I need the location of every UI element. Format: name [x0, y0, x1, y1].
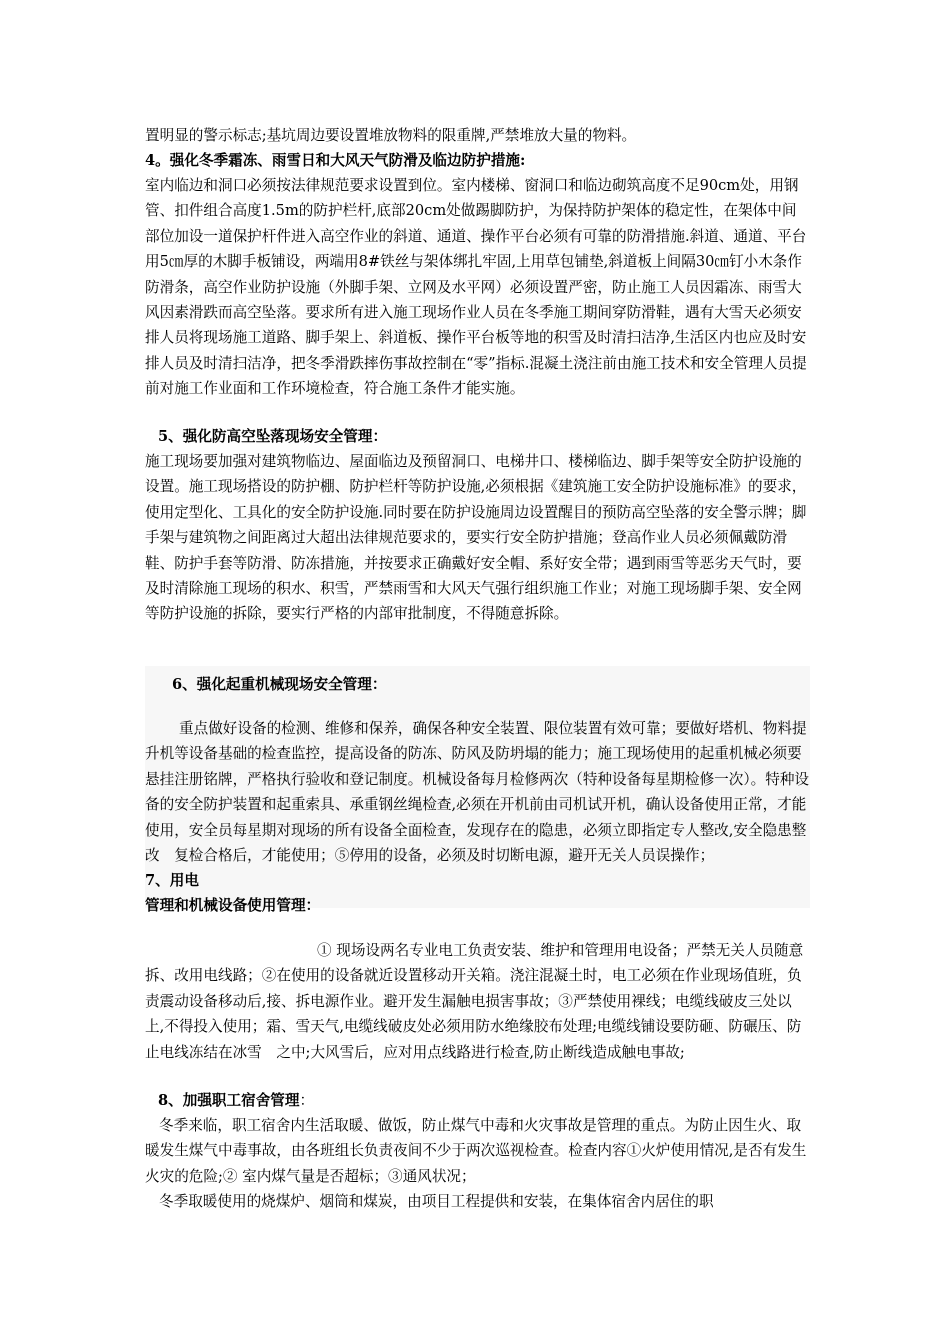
section-7-heading-start: 7、用电: [145, 872, 199, 890]
heading-text: 4。强化冬季霜冻、雨雪日和大风天气防滑及临边防护措施:: [145, 152, 526, 169]
paragraph-text-span: 重点做好设备的检测、维修和保养，确保各种安全装置、限位装置有效可靠；要做好塔机、物料提升机等设备基础的检查监控，提高设备的防冻、防风及防坍塌的能力；施工现场使用的起重机械必须要悬挂注册铭牌，严格执行验收和登记制度。机械设备每月检修两次（特种设备每星期检修一次）。特种设备的安全防护装置和起重索具、承重钢丝绳检查,必须在开机前由司机试开机，确认设备使用正常，才能使用，安全员每星期对现场的所有设备全面检查，发现存在的隐患，必须立即指定专人整改,安全隐患整改 复检合格后，才能使用；⑤停用的设备，必须及时切断电源，避开无关人员误操作；: [145, 720, 810, 865]
paragraph-text: 置明显的警示标志;基坑周边要设置堆放物料的限重牌,严禁堆放大量的物料。: [145, 127, 637, 144]
heating-paragraph: [145, 1189, 810, 1214]
paragraph-text: 冬季来临，职工宿舍内生活取暖、做饭，防止煤气中毒和火灾事故是管理的重点。为防止因生火、取暖发生煤气中毒事故，由各班组长负责夜间不少于两次巡视检查。检查内容①火炉使用情况,是否有发生火灾的危险;② 室内煤气量是否超标；③通风状况；: [145, 1117, 807, 1185]
section-6-heading: [172, 672, 810, 697]
section-5-heading: [158, 424, 810, 449]
heading-text: 6、强化起重机械现场安全管理：: [172, 676, 387, 693]
heading-text: 5、强化防高空坠落现场安全管理：: [158, 428, 388, 445]
heading-line: [158, 1088, 810, 1113]
heading-text: 8、加强职工宿舍管理: [158, 1092, 300, 1109]
paragraph-text: [145, 716, 810, 894]
paragraph-text: 施工现场要加强对建筑物临边、屋面临边及预留洞口、电梯井口、楼梯临边、脚手架等安全防护设施的设置。施工现场搭设的防护棚、防护栏杆等防护设施,必须根据《建筑施工安全防护设施标准》的要求，使用定型化、工具化的安全防护设施.同时要在防护设施周边设置醒目的预防高空坠落的安全警示牌；脚手架与建筑物之间距离过大超出法律规范要求的，要实行安全防护措施；登高作业人员必须佩戴防滑鞋、防护手套等防滑、防冻措施，并按要求正确戴好安全帽、系好安全带；遇到雨雪等恶劣天气时，要及时清除施工现场的积水、积雪，严禁雨雪和大风天气强行组织施工作业；对施工现场脚手架、安全网等防护设施的拆除，要实行严格的内部审批制度，不得随意拆除。: [145, 453, 807, 623]
section-7-heading: [145, 893, 810, 918]
section-4-heading: [145, 148, 810, 173]
paragraph-text: ① 现场设两名专业电工负责安装、维护和管理用电设备；严禁无关人员随意拆、改用电线路；②在使用的设备就近设置移动开关箱。浇注混凝土时，电工必须在作业现场值班，负责震动设备移动后,接、拆电源作业。避开发生漏触电损害事故；③严禁使用裸线；电缆线破皮三处以上,不得投入使用；霜、雪天气,电缆线破皮处必须用防水绝缘胶布处理;电缆线铺设要防砸、防碾压、防止电线冻结在冰雪 之中;大风雪后，应对用点线路进行检查,防止断线造成触电事故;: [145, 942, 804, 1061]
section-7-body: [145, 938, 810, 1065]
paragraph-text: 室内临边和洞口必须按法律规范要求设置到位。室内楼梯、窗洞口和临边砌筑高度不足90cm处，用钢管、扣件组合高度1.5m的防护栏杆,底部20cm处做踢脚防护，为保持防护架体的稳定性，在架体中间部位加设一道保护杆件进入高空作业的斜道、通道、操作平台必须有可靠的防滑措施.斜道、通道、平台用5㎝厚的木脚手板铺设，两端用8#铁丝与架体绑扎牢固,上用草包铺垫,斜道板上间隔30㎝钉小木条作防滑条，高空作业防护设施（外脚手架、立网及水平网）必须设置严密，防止施工人员因霜冻、雨雪大风因素滑跌而高空坠落。要求所有进入施工现场作业人员在冬季施工期间穿防滑鞋，遇有大雪天必须安排人员将现场施工道路、脚手架上、斜道板、操作平台板等地的积雪及时清扫洁净,生活区内也应及时安排人员及时清扫洁净，把冬季滑跌摔伤事故控制在“零”指标.混凝土浇注前由施工技术和安全管理人员提前对施工作业面和工作环境检查，符合施工条件才能实施。: [145, 177, 807, 398]
section-8-body: [145, 1113, 810, 1189]
heading-text: 管理和机械设备使用管理：: [145, 897, 321, 914]
heading-colon: ：: [299, 1092, 315, 1109]
section-4-body: [145, 173, 810, 402]
section-8-heading: [158, 1088, 810, 1113]
paragraph-continuation: [145, 123, 810, 148]
section-6-body: [145, 716, 810, 894]
section-5-body: [145, 449, 810, 627]
paragraph-text: 冬季取暖使用的烧煤炉、烟筒和煤炭，由项目工程提供和安装，在集体宿舍内居住的职: [159, 1193, 714, 1210]
